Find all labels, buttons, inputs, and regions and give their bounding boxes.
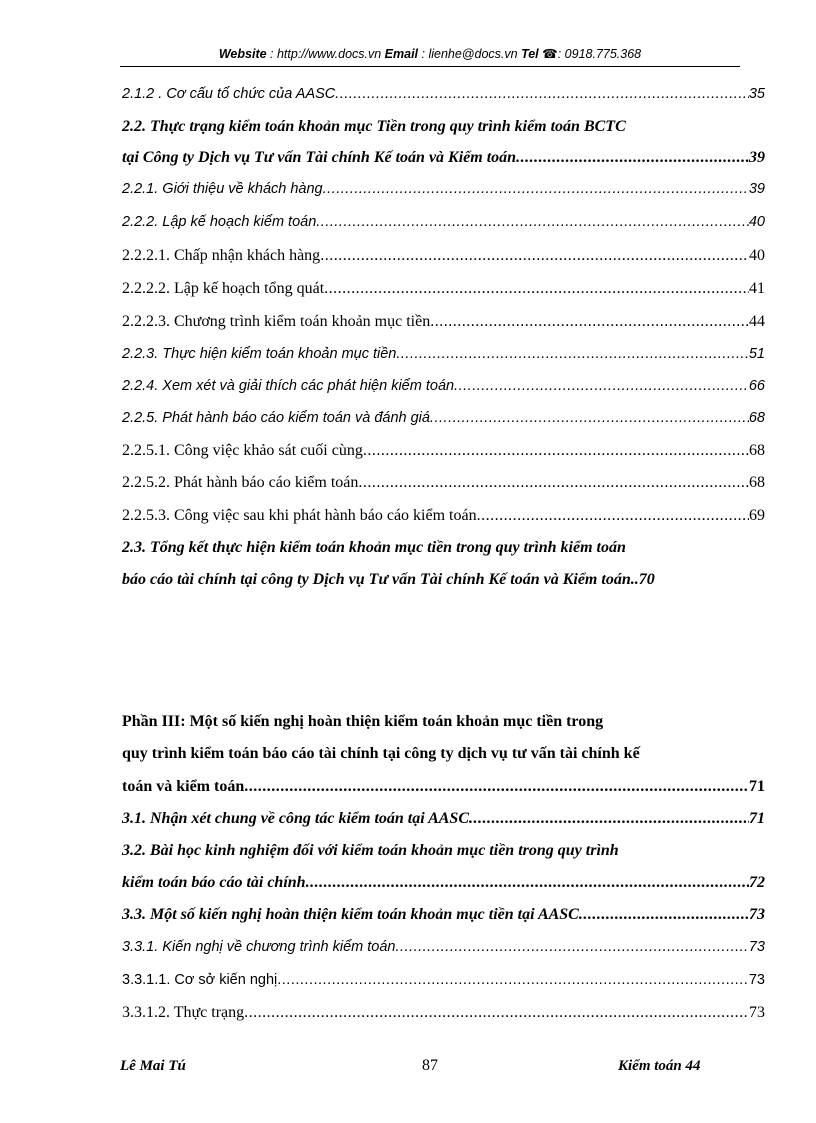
- page-header: [120, 46, 740, 61]
- toc-entry-page: 40: [749, 247, 765, 264]
- toc-entry-title: Phần III: Một số kiến nghị hoàn thiện kiểm toán khoản mục tiền trong: [122, 713, 604, 730]
- toc-entry-title: 2.2.5.1. Công việc khảo sát cuối cùng: [122, 442, 363, 459]
- toc-entry: [122, 118, 765, 136]
- toc-entry: [122, 507, 765, 529]
- toc-entry: [122, 810, 765, 832]
- toc-entry-title: 2.2.2. Lập kế hoạch kiểm toán: [122, 214, 317, 230]
- toc-entry-title: 3.1. Nhận xét chung về công tác kiểm toán tại AASC: [122, 810, 469, 827]
- toc-entry: [122, 247, 765, 269]
- toc-leader: [395, 939, 748, 955]
- toc-leader: [469, 810, 749, 828]
- toc-entry: [122, 842, 765, 860]
- toc-entry-page: 39: [748, 181, 765, 197]
- toc-leader: [316, 214, 749, 230]
- toc-entry-title: 3.3.1.2. Thực trạng: [122, 1004, 245, 1021]
- toc-entry: [122, 442, 765, 464]
- toc-entry-title: 2.1.2 . Cơ cấu tổ chức của AASC: [122, 86, 336, 102]
- toc-entry: [122, 972, 765, 994]
- toc-entry: [122, 874, 765, 896]
- toc-entry: [122, 906, 765, 928]
- toc-entry-page: 66: [748, 378, 765, 394]
- toc-entry: [122, 410, 765, 432]
- toc-entry: [122, 346, 765, 368]
- toc-entry-page: 35: [748, 86, 765, 102]
- toc-entry: [122, 539, 765, 557]
- toc-entry: [122, 474, 765, 496]
- website-label: Website: [218, 47, 267, 61]
- toc-entry: [122, 571, 765, 589]
- toc-entry-title: 2.2.2.1. Chấp nhận khách hàng: [122, 247, 321, 264]
- toc-entry: [122, 181, 765, 203]
- toc-leader: [358, 474, 749, 492]
- toc-entry: [122, 745, 765, 763]
- toc-leader: [335, 86, 749, 102]
- toc-entry-title: 3.3. Một số kiến nghị hoàn thiện kiểm toán khoản mục tiền tại AASC: [122, 906, 579, 923]
- toc-entry-title: 2.2.2.2. Lập kế hoạch tổng quát: [122, 280, 325, 297]
- toc-entry-title: 2.3. Tổng kết thực hiện kiểm toán khoản mục tiền trong quy trình kiểm toán: [122, 539, 626, 556]
- toc-entry-page: 68: [749, 474, 765, 491]
- toc-entry: [122, 86, 765, 108]
- toc-entry-title: toán và kiểm toán: [122, 778, 245, 795]
- toc-entry-page: 68: [749, 442, 765, 459]
- toc-leader: [477, 507, 749, 525]
- toc-entry: [122, 149, 765, 171]
- toc-leader: [324, 280, 749, 298]
- toc-entry: [122, 713, 765, 731]
- footer-author: Lê Mai Tú: [120, 1058, 186, 1074]
- toc-entry-title: 2.2.5. Phát hành báo cáo kiểm toán và đánh giá: [122, 410, 430, 426]
- toc-leader: [244, 778, 749, 796]
- toc-entry-page: 68: [748, 410, 765, 426]
- toc-entry-title: 2.2.5.3. Công việc sau khi phát hành báo cáo kiểm toán: [122, 507, 477, 524]
- toc-entry-page: 44: [749, 313, 765, 330]
- website-value: : http://www.docs.vn: [266, 47, 385, 61]
- toc-entry-page: 73: [749, 1004, 765, 1021]
- email-value: : lienhe@docs.vn: [418, 47, 522, 61]
- toc-entry-title: 2.2.5.2. Phát hành báo cáo kiểm toán: [122, 474, 359, 491]
- tel-value: ☎: 0918.775.368: [538, 47, 642, 61]
- toc-leader: [320, 247, 749, 265]
- toc-leader: [516, 149, 749, 167]
- toc-leader: [306, 874, 749, 892]
- toc-leader: [430, 313, 749, 331]
- toc-entry-title: 2.2.3. Thực hiện kiểm toán khoản mục tiền: [122, 346, 397, 362]
- toc-entry-page: 41: [749, 280, 765, 297]
- toc-leader: [323, 181, 749, 197]
- toc-entry-title: 2.2.2.3. Chương trình kiểm toán khoản mục tiền: [122, 313, 431, 330]
- header-divider: [120, 66, 740, 67]
- toc-entry-title: báo cáo tài chính tại công ty Dịch vụ Tư vấn Tài chính Kế toán và Kiểm toán..70: [122, 571, 655, 588]
- toc-entry: [122, 313, 765, 335]
- toc-entry-page: 39: [749, 149, 765, 166]
- toc-entry-title: tại Công ty Dịch vụ Tư vấn Tài chính Kế toán và Kiểm toán: [122, 149, 517, 166]
- toc-entry: [122, 280, 765, 302]
- toc-entry-page: 73: [749, 906, 765, 923]
- toc-entry-page: 51: [748, 346, 765, 362]
- toc-entry-page: 69: [749, 507, 765, 524]
- tel-label: Tel: [521, 47, 539, 61]
- toc-entry-page: 72: [749, 874, 765, 891]
- toc-entry-title: 3.3.1. Kiến nghị về chương trình kiểm toán: [122, 939, 396, 955]
- toc-leader: [579, 906, 749, 924]
- toc-entry: [122, 778, 765, 800]
- toc-entry-page: 71: [749, 778, 765, 795]
- toc-entry-title: 2.2.1. Giới thiệu về khách hàng: [122, 181, 323, 197]
- toc-entry-page: 71: [749, 810, 765, 827]
- toc-leader: [277, 972, 749, 988]
- toc-entry-title: kiểm toán báo cáo tài chính: [122, 874, 306, 891]
- toc-entry: [122, 214, 765, 236]
- toc-leader: [454, 378, 749, 394]
- footer-class-name: Kiểm toán 44: [618, 1058, 701, 1074]
- toc-leader: [430, 410, 749, 426]
- toc-entry-title: quy trình kiểm toán báo cáo tài chính tại công ty dịch vụ tư vấn tài chính kế: [122, 745, 640, 762]
- toc-leader: [363, 442, 749, 460]
- toc-leader: [396, 346, 748, 362]
- toc-entry: [122, 378, 765, 400]
- footer-page-number: 87: [422, 1057, 438, 1074]
- toc-entry: [122, 939, 765, 961]
- toc-entry-title: 2.2.4. Xem xét và giải thích các phát hiện kiểm toán: [122, 378, 455, 394]
- toc-entry-title: 3.3.1.1. Cơ sở kiến nghị: [122, 972, 278, 988]
- toc-entry-page: 40: [748, 214, 765, 230]
- toc-entry-title: 2.2. Thực trạng kiểm toán khoản mục Tiền trong quy trình kiểm toán BCTC: [122, 118, 626, 135]
- toc-entry-page: 73: [748, 939, 765, 955]
- toc-entry: [122, 1004, 765, 1026]
- email-label: Email: [384, 47, 419, 61]
- toc-leader: [244, 1004, 749, 1022]
- toc-entry-title: 3.2. Bài học kinh nghiệm đối với kiểm toán khoản mục tiền trong quy trình: [122, 842, 619, 859]
- toc-entry-page: 73: [748, 972, 765, 988]
